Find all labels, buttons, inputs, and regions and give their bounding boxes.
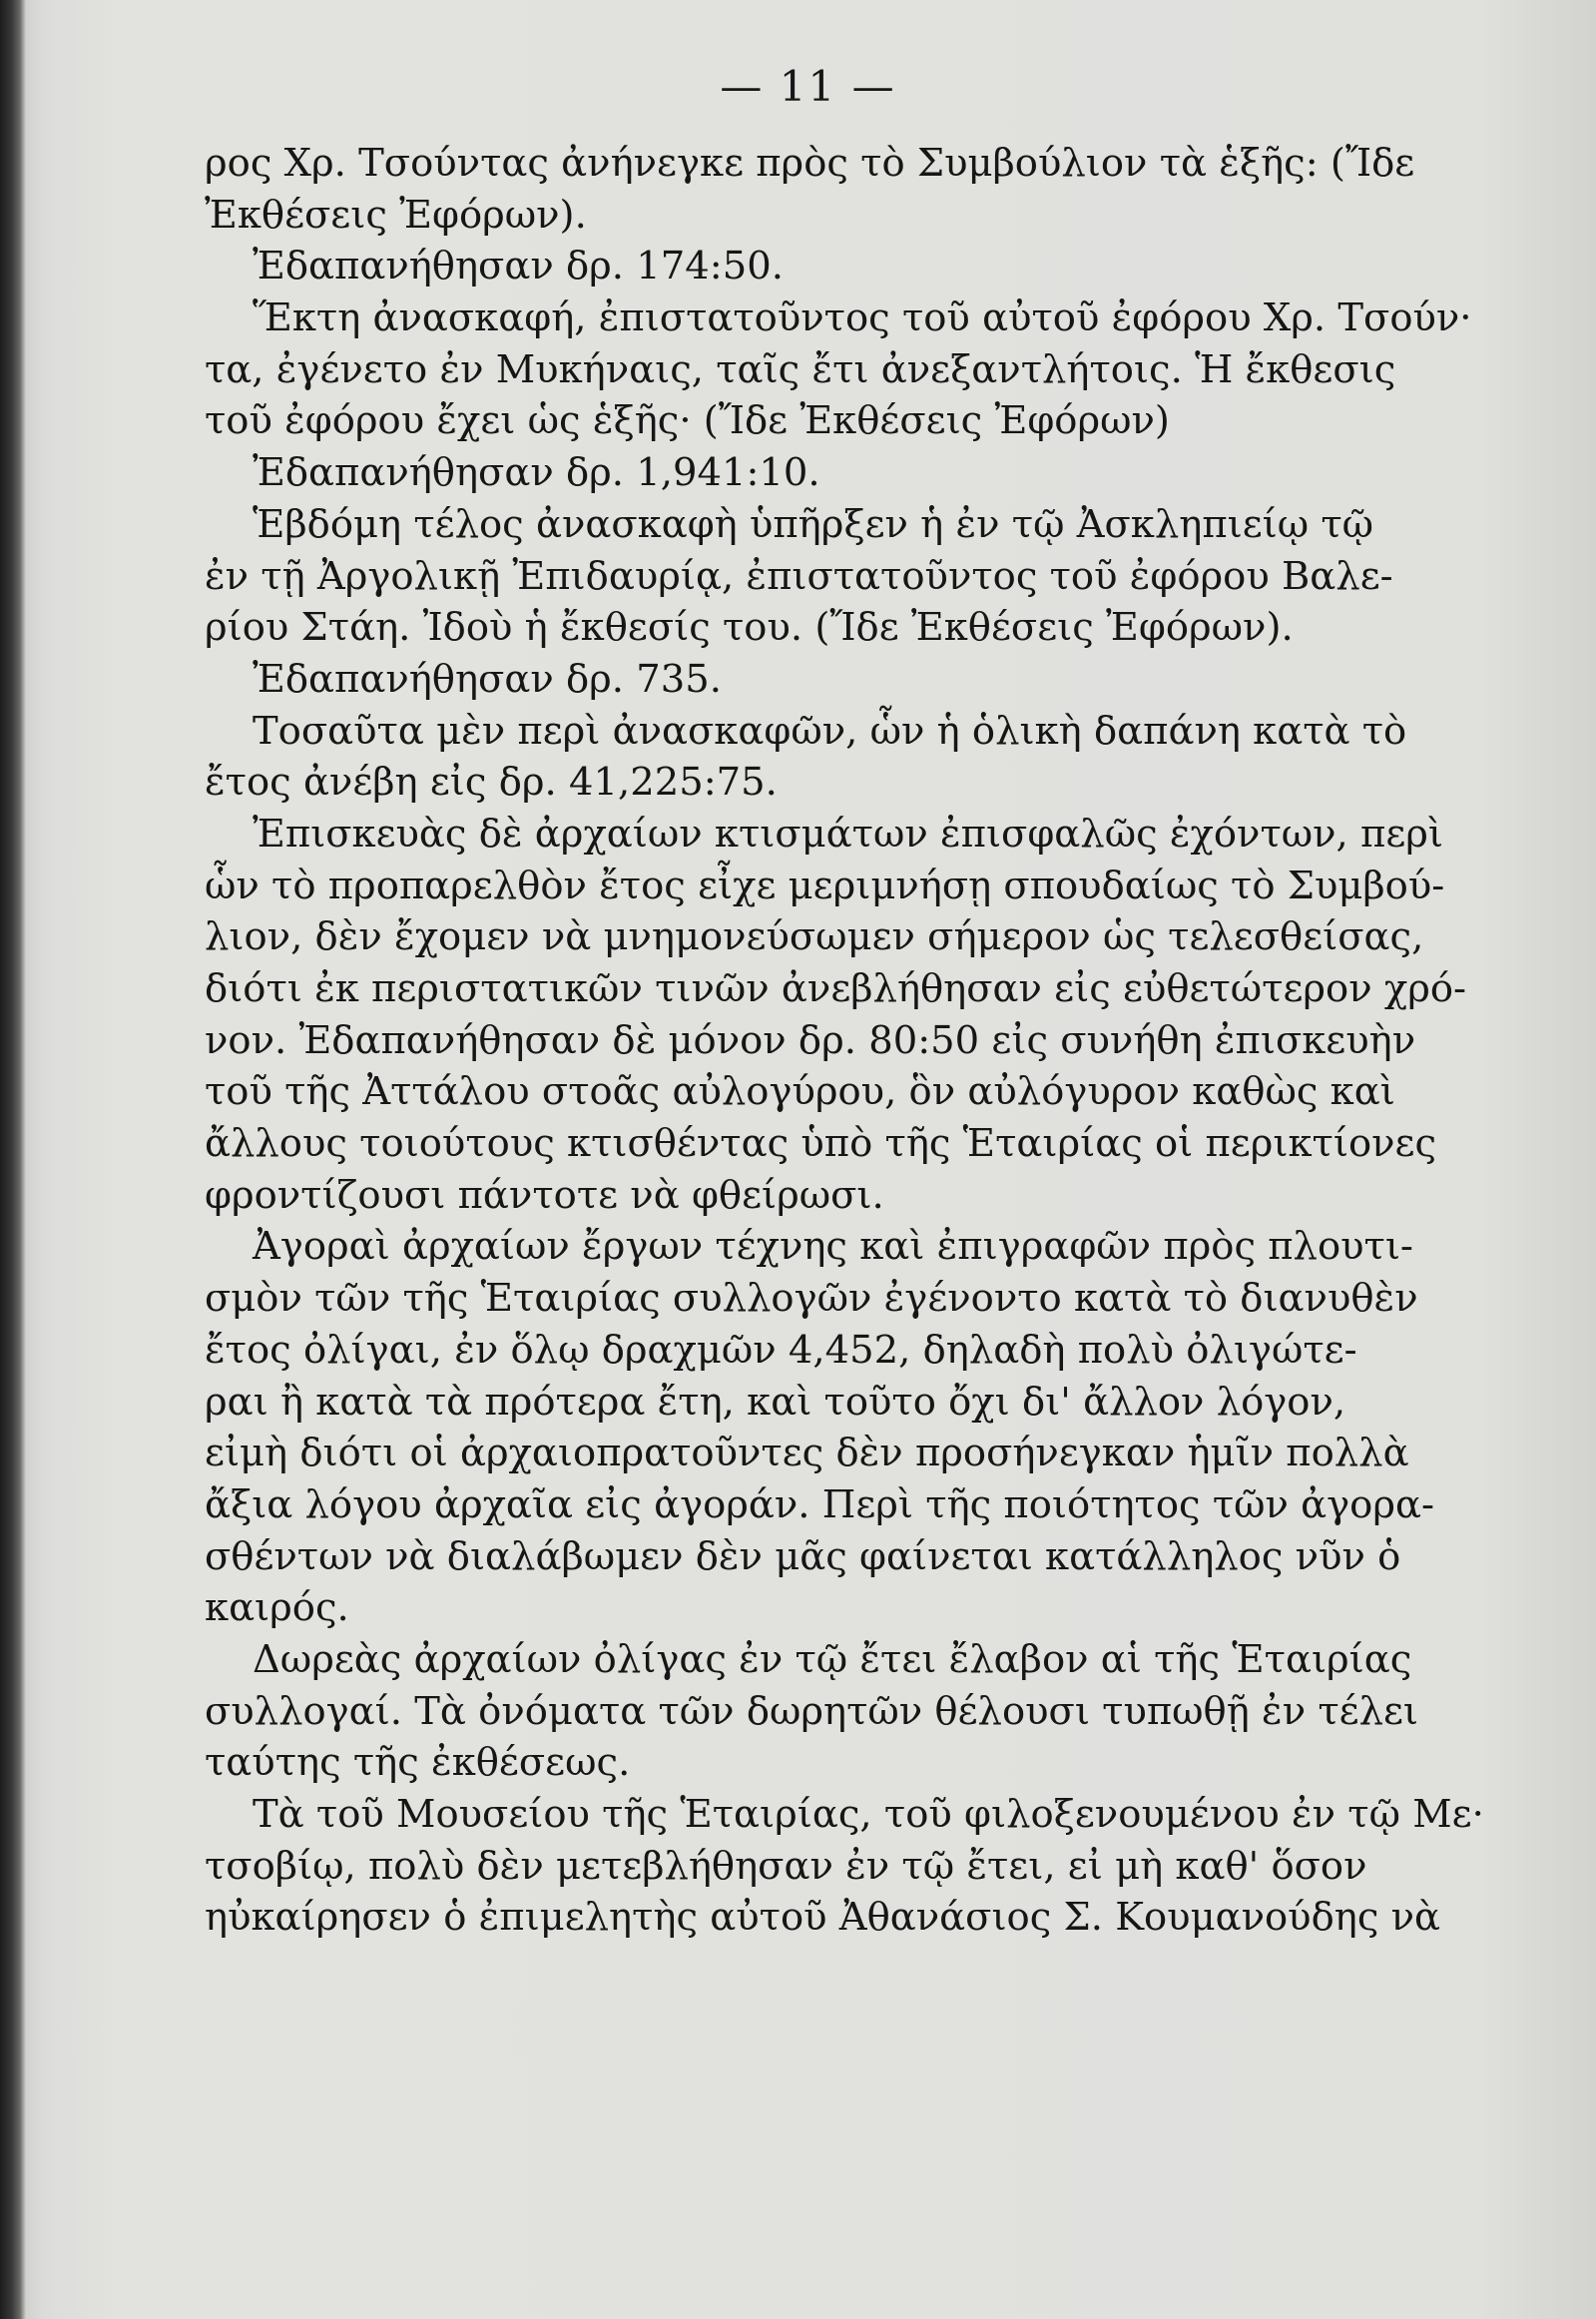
text-line: Τὰ τοῦ Μουσείου τῆς Ἑταιρίας, τοῦ φιλοξενουμένου ἐν τῷ Με·: [253, 1792, 1484, 1837]
text-line: ἄξια λόγου ἀρχαῖα εἰς ἀγοράν. Περὶ τῆς ποιότητος τῶν ἀγορα-: [205, 1481, 1434, 1527]
text-line: εἰμὴ διότι οἱ ἀρχαιοπρατοῦντες δὲν προσήνεγκαν ἡμῖν πολλὰ: [205, 1431, 1409, 1476]
text-line: Ἐκθέσεις Ἐφόρων).: [205, 192, 587, 238]
text-line: Ἕκτη ἀνασκαφή, ἐπιστατοῦντος τοῦ αὐτοῦ ἐφόρου Χρ. Τσούν·: [253, 295, 1472, 341]
text-line: σθέντων νὰ διαλάβωμεν δὲν μᾶς φαίνεται κατάλληλος νῦν ὁ: [205, 1533, 1401, 1579]
text-line: Δωρεὰς ἀρχαίων ὀλίγας ἐν τῷ ἔτει ἔλαβον αἱ τῆς Ἑταιρίας: [253, 1636, 1412, 1682]
text-line: Τοσαῦτα μὲν περὶ ἀνασκαφῶν, ὧν ἡ ὁλικὴ δαπάνη κατὰ τὸ: [253, 708, 1407, 754]
text-line: Ἐδαπανήθησαν δρ. 174:50.: [253, 244, 784, 290]
text-line: Ἑβδόμη τέλος ἀνασκαφὴ ὑπῆρξεν ἡ ἐν τῷ Ἀσκληπιείῳ τῷ: [253, 501, 1374, 547]
book-spine-shadow: [0, 0, 26, 2319]
text-line: συλλογαί. Τὰ ὀνόματα τῶν δωρητῶν θέλουσι τυπωθῇ ἐν τέλει: [205, 1688, 1419, 1734]
text-line: ρίου Στάη. Ἰδοὺ ἡ ἔκθεσίς του. (Ἴδε Ἐκθέσεις Ἐφόρων).: [205, 605, 1294, 651]
text-line: τοῦ τῆς Ἀττάλου στοᾶς αὐλογύρου, ὃν αὐλόγυρον καθὼς καὶ: [205, 1069, 1395, 1115]
text-line: ὧν τὸ προπαρελθὸν ἔτος εἶχε μεριμνήσῃ σπουδαίως τὸ Συμβού-: [205, 863, 1445, 908]
text-line: ηὐκαίρησεν ὁ ἐπιμελητὴς αὐτοῦ Ἀθανάσιος Σ. Κουμανούδης νὰ: [205, 1895, 1441, 1941]
text-line: τσοβίῳ, πολὺ δὲν μετεβλήθησαν ἐν τῷ ἔτει, εἰ μὴ καθ' ὅσον: [205, 1843, 1367, 1889]
text-line: Ἐδαπανήθησαν δρ. 1,941:10.: [253, 450, 820, 496]
text-line: ἄλλους τοιούτους κτισθέντας ὑπὸ τῆς Ἑταιρίας οἱ περικτίονες: [205, 1121, 1437, 1167]
text-line: ραι ἢ κατὰ τὰ πρότερα ἔτη, καὶ τοῦτο ὄχι δι' ἄλλον λόγον,: [205, 1379, 1346, 1425]
text-line: τα, ἐγένετο ἐν Μυκήναις, ταῖς ἔτι ἀνεξαντλήτοις. Ἡ ἔκθεσις: [205, 346, 1396, 392]
text-line: τοῦ ἐφόρου ἔχει ὡς ἑξῆς· (Ἴδε Ἐκθέσεις Ἐφόρων): [205, 398, 1170, 444]
text-line: Ἐπισκευὰς δὲ ἀρχαίων κτισμάτων ἐπισφαλῶς ἐχόντων, περὶ: [253, 811, 1444, 857]
text-line: καιρός.: [205, 1585, 349, 1631]
text-line: Ἐδαπανήθησαν δρ. 735.: [253, 656, 722, 702]
text-line: σμὸν τῶν τῆς Ἑταιρίας συλλογῶν ἐγένοντο κατὰ τὸ διανυθὲν: [205, 1276, 1418, 1322]
text-line: ταύτης τῆς ἐκθέσεως.: [205, 1740, 631, 1786]
body-text: [205, 138, 1484, 1944]
text-line: ἔτος ἀνέβη εἰς δρ. 41,225:75.: [205, 760, 778, 806]
text-line: νον. Ἐδαπανήθησαν δὲ μόνον δρ. 80:50 εἰς συνήθη ἐπισκευὴν: [205, 1017, 1416, 1063]
text-line: φροντίζουσι πάντοτε νὰ φθείρωσι.: [205, 1172, 884, 1218]
text-line: ἐν τῇ Ἀργολικῇ Ἐπιδαυρίᾳ, ἐπιστατοῦντος τοῦ ἐφόρου Βαλε-: [205, 553, 1393, 599]
page-number: — 11 —: [720, 62, 896, 111]
text-line: ἔτος ὀλίγαι, ἐν ὅλῳ δραχμῶν 4,452, δηλαδὴ πολὺ ὀλιγώτε-: [205, 1327, 1357, 1373]
text-line: διότι ἐκ περιστατικῶν τινῶν ἀνεβλήθησαν εἰς εὐθετώτερον χρό-: [205, 966, 1467, 1011]
text-line: λιον, δὲν ἔχομεν νὰ μνημονεύσωμεν σήμερον ὡς τελεσθείσας,: [205, 914, 1424, 960]
text-line: Ἀγοραὶ ἀρχαίων ἔργων τέχνης καὶ ἐπιγραφῶν πρὸς πλουτι-: [253, 1224, 1413, 1270]
text-line: ρος Χρ. Τσούντας ἀνήνεγκε πρὸς τὸ Συμβούλιον τὰ ἑξῆς: (Ἴδε: [205, 141, 1415, 186]
